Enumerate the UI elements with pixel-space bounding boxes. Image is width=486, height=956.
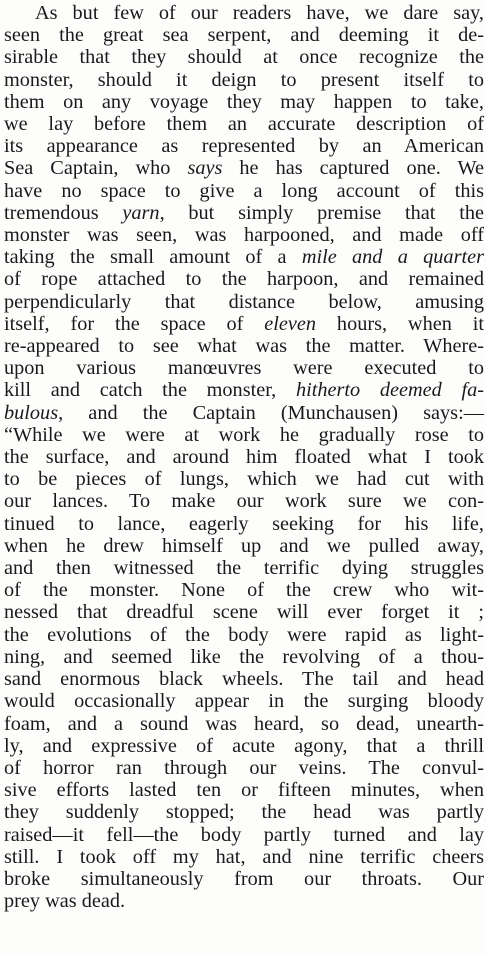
text-run: but simply premise that the xyxy=(164,201,484,224)
italic-run: mile and a quarter xyxy=(301,246,484,269)
text-line: ly, and expressive of acute agony, that a thrill xyxy=(4,734,484,757)
text-line: the surface, and around him floated what I took xyxy=(4,446,484,469)
text-run: he has captured one. We xyxy=(222,157,484,180)
text-run: hours, when it xyxy=(316,312,484,335)
text-line xyxy=(4,157,484,179)
text-line: raised—it fell—the body partly turned and lay xyxy=(4,823,484,846)
text-line: As but few of our readers have, we dare say, xyxy=(35,2,484,24)
text-line: upon various manœuvres were executed to xyxy=(4,357,484,380)
text-run: itself, for the space of xyxy=(4,312,265,335)
italic-run: says xyxy=(187,157,223,180)
text-line: “While we were at work he gradually rose to xyxy=(4,423,484,446)
text-line: they suddenly stopped; the head was partly xyxy=(4,801,484,824)
text-line: monster was seen, was harpooned, and made off xyxy=(4,224,484,247)
text-line: tinued to lance, eagerly seeking for his life, xyxy=(4,512,484,535)
article-column xyxy=(4,2,484,912)
text-line: sirable that they should at once recognize the xyxy=(4,46,484,69)
text-line: of horror ran through our veins. The convul- xyxy=(4,756,484,779)
text-line: its appearance as represented by an American xyxy=(4,135,484,158)
text-line: seen the great sea serpent, and deeming it de- xyxy=(4,24,484,47)
text-line: foam, and a sound was heard, so dead, unearth- xyxy=(4,712,484,735)
text-line xyxy=(4,313,484,335)
text-line xyxy=(4,379,484,401)
text-line: of rope attached to the harpoon, and remained xyxy=(4,268,484,291)
text-line xyxy=(4,246,484,268)
italic-run: hitherto deemed fa- xyxy=(295,379,484,402)
text-line: we lay before them an accurate description of xyxy=(4,113,484,136)
text-line: ning, and seemed like the revolving of a thou- xyxy=(4,645,484,668)
text-line: have no space to give a long account of this xyxy=(4,179,484,202)
text-line: perpendicularly that distance below, amusing xyxy=(4,290,484,313)
text-line: nessed that dreadful scene will ever forget it ; xyxy=(4,601,484,624)
text-run: and the Captain (Munchausen) says:— xyxy=(63,401,484,424)
text-line: prey was dead. xyxy=(4,890,126,913)
text-line xyxy=(4,402,484,424)
text-line: still. I took off my hat, and nine terrific cheers xyxy=(4,845,484,868)
text-line: the evolutions of the body were rapid as light- xyxy=(4,623,484,646)
text-run: Sea Captain, who xyxy=(4,157,188,180)
text-line: to be pieces of lungs, which we had cut with xyxy=(4,468,484,491)
italic-run: eleven xyxy=(264,312,317,335)
text-line: and then witnessed the terrific dying struggles xyxy=(4,557,484,580)
text-line: of the monster. None of the crew who wit- xyxy=(4,579,484,602)
text-line: them on any voyage they may happen to take, xyxy=(4,90,484,113)
text-line: monster, should it deign to present itself to xyxy=(4,68,484,91)
text-run: taking the small amount of a xyxy=(4,246,302,269)
text-line: sive efforts lasted ten or fifteen minutes, when xyxy=(4,779,484,802)
text-line: when he drew himself up and we pulled away, xyxy=(4,534,484,557)
text-line: would occasionally appear in the surging bloody xyxy=(4,690,484,713)
text-run: kill and catch the monster, xyxy=(4,379,296,402)
text-line: broke simultaneously from our throats. Our xyxy=(4,867,484,890)
text-run: tremendous xyxy=(4,201,123,224)
text-line: our lances. To make our work sure we con- xyxy=(4,490,484,513)
text-line: re-appeared to see what was the matter. Where- xyxy=(4,335,484,358)
text-line: sand enormous black wheels. The tail and head xyxy=(4,668,484,691)
italic-run: bulous, xyxy=(4,401,64,424)
text-line xyxy=(4,202,484,224)
italic-run: yarn, xyxy=(122,201,165,224)
